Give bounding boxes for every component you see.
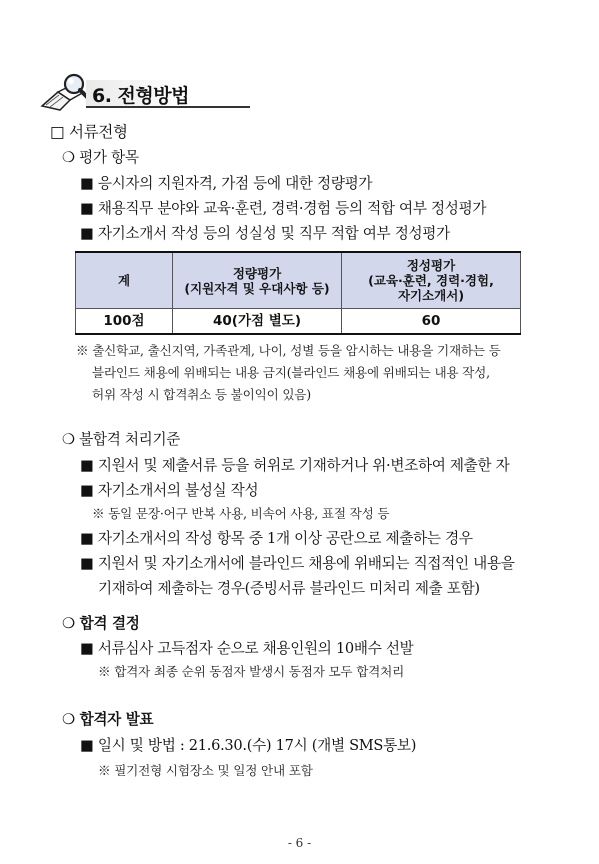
eval-bullet: ■ 자기소개서 작성 등의 성실성 및 직무 적합 여부 정성평가 [80,225,450,242]
evaluation-table [75,251,521,335]
header-total: 계 [76,252,173,309]
table-header-row [76,252,521,309]
fail-line: ■ 지원서 및 제출서류 등을 허위로 기재하거나 위·변조하여 제출한 자 [80,457,510,474]
announcement-note: ※ 필기전형 시험장소 및 일정 안내 포함 [98,763,313,778]
fail-line: ■ 자기소개서의 불성실 작성 [80,482,259,499]
note-line: 허위 작성 시 합격취소 등 불이익이 있음) [92,387,311,402]
section-title: 6. 전형방법 [92,85,189,107]
page-number: - 6 - [287,836,312,850]
announcement-line: ■ 일시 및 방법 : 21.6.30.(수) 17시 (개별 SMS통보) [80,737,417,754]
fail-criteria-subtitle: ❍ 불합격 처리기준 [62,431,181,448]
cell-total: 100점 [76,309,173,335]
pass-decision-subtitle: ❍ 합격 결정 [62,615,140,632]
header-quantitative: 정량평가 (지원자격 및 우대사항 등) [173,252,342,309]
cell-quantitative: 40(가점 별도) [173,309,342,335]
note-line: 블라인드 채용에 위배되는 내용 금지(블라인드 채용에 위배되는 내용 작성, [92,365,490,380]
cell-qualitative: 60 [342,309,521,335]
fail-note: ※ 동일 문장·어구 반복 사용, 비속어 사용, 표절 작성 등 [92,506,390,521]
doc-screening-title: □ 서류전형 [50,123,128,141]
announcement-subtitle: ❍ 합격자 발표 [62,711,154,728]
header-qualitative: 정성평가 (교육·훈련, 경력·경험, 자기소개서) [342,252,521,309]
section-heading [40,70,252,114]
eval-bullet: ■ 채용직무 분야와 교육·훈련, 경력·경험 등의 적합 여부 정성평가 [80,200,487,217]
fail-line: ■ 자기소개서의 작성 항목 중 1개 이상 공란으로 제출하는 경우 [80,530,473,547]
eval-bullet: ■ 응시자의 지원자격, 가점 등에 대한 정량평가 [80,175,373,192]
note-line: ※ 출신학교, 출신지역, 가족관계, 나이, 성별 등을 암시하는 내용을 기재하는 등 [76,343,501,358]
table-row [76,309,521,335]
pass-line: ■ 서류심사 고득점자 순으로 채용인원의 10배수 선발 [80,640,414,657]
eval-items-subtitle: ❍ 평가 항목 [62,149,139,166]
fail-line-cont: 기재하여 제출하는 경우(증빙서류 블라인드 미처리 제출 포함) [98,580,480,597]
fail-line: ■ 지원서 및 자기소개서에 블라인드 채용에 위배되는 직접적인 내용을 [80,555,515,572]
pass-note: ※ 합격자 최종 순위 동점자 발생시 동점자 모두 합격처리 [98,664,405,679]
